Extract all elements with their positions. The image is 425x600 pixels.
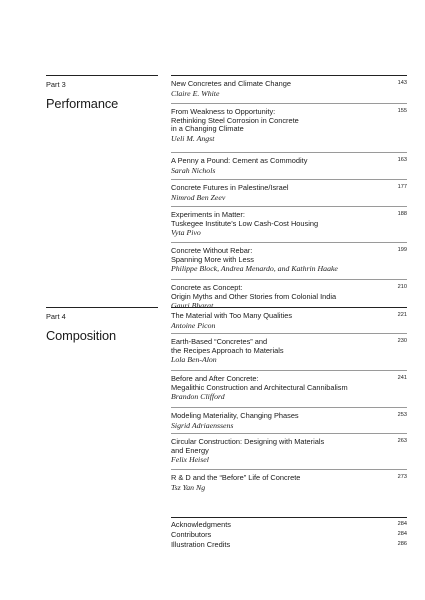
entry-title: R & D and the “Before” Life of Concrete xyxy=(171,473,301,482)
entry-title: Concrete as Concept: Origin Myths and Other Stories from Colonial India xyxy=(171,283,337,301)
entry-title: Modeling Materiality, Changing Phases xyxy=(171,411,299,420)
entry-title: The Material with Too Many Qualities xyxy=(171,311,293,320)
entry-page-number: 210 xyxy=(397,284,407,290)
toc-entry[interactable] xyxy=(171,179,407,206)
entry-page-number: 163 xyxy=(397,157,407,163)
back-matter-page: 284 xyxy=(397,521,407,527)
toc-entry[interactable] xyxy=(171,75,407,103)
entry-author: Claire E. White xyxy=(171,88,220,98)
entry-author: Lola Ben-Alon xyxy=(171,355,217,365)
entry-title: Experiments in Matter: Tuskegee Institute’s Low Cash-Cost Housing xyxy=(171,210,319,228)
back-matter-page: 284 xyxy=(397,531,407,537)
toc-entry[interactable] xyxy=(171,407,407,433)
entry-author: Nimrod Ben Zeev xyxy=(171,192,226,202)
entry-title: Earth-Based “Concretes” and the Recipes Approach to Materials xyxy=(171,337,284,355)
part-3-entries xyxy=(171,75,407,315)
toc-entry[interactable] xyxy=(171,433,407,469)
toc-entry[interactable] xyxy=(171,469,407,496)
back-matter-title: Contributors xyxy=(171,530,212,539)
entry-author: Antoine Picon xyxy=(171,320,216,330)
entry-page-number: 143 xyxy=(397,80,407,86)
entry-author: Sarah Nichols xyxy=(171,165,216,175)
entry-author: Brandon Clifford xyxy=(171,392,225,402)
part-title: Performance xyxy=(46,96,119,111)
entry-author: Philippe Block, Andrea Menardo, and Kathrin Haake xyxy=(171,264,338,274)
entry-author: Vyta Pivo xyxy=(171,228,201,238)
entry-author: Sigrid Adriaenssens xyxy=(171,420,234,430)
entry-title: Before and After Concrete: Megalithic Construction and Architectural Cannibalism xyxy=(171,374,348,392)
entry-title: New Concretes and Climate Change xyxy=(171,79,291,88)
entry-title: Circular Construction: Designing with Materials and Energy xyxy=(171,437,325,455)
entry-author: Felix Heisel xyxy=(171,455,209,465)
back-matter-title: Illustration Credits xyxy=(171,540,231,549)
entry-author: Tsz Yan Ng xyxy=(171,482,206,492)
entry-page-number: 230 xyxy=(397,338,407,344)
toc-entry[interactable] xyxy=(171,152,407,179)
entry-title: Concrete Futures in Palestine/Israel xyxy=(171,183,289,192)
back-matter xyxy=(171,517,407,550)
entry-title: A Penny a Pound: Cement as Commodity xyxy=(171,156,308,165)
entry-page-number: 273 xyxy=(397,474,407,480)
entry-page-number: 188 xyxy=(397,211,407,217)
toc-entry[interactable] xyxy=(171,307,407,333)
part-3-heading xyxy=(46,75,158,111)
part-number: Part 4 xyxy=(46,312,66,321)
entry-title: From Weakness to Opportunity: Rethinking Steel Corrosion in Concrete in a Changing Climate xyxy=(171,107,299,134)
toc-entry[interactable] xyxy=(171,242,407,279)
entry-title: Concrete Without Rebar: Spanning More with Less xyxy=(171,246,254,264)
entry-page-number: 199 xyxy=(397,247,407,253)
entry-page-number: 221 xyxy=(397,312,407,318)
back-matter-item[interactable] xyxy=(171,520,407,530)
part-4-entries xyxy=(171,307,407,496)
part-title: Composition xyxy=(46,328,117,343)
part-4-heading xyxy=(46,307,158,343)
entry-page-number: 177 xyxy=(397,184,407,190)
toc-entry[interactable] xyxy=(171,206,407,242)
toc-entry[interactable] xyxy=(171,103,407,152)
entry-page-number: 263 xyxy=(397,438,407,444)
back-matter-item[interactable] xyxy=(171,540,407,550)
back-matter-item[interactable] xyxy=(171,530,407,540)
part-number: Part 3 xyxy=(46,80,66,89)
back-matter-page: 286 xyxy=(397,541,407,547)
entry-page-number: 155 xyxy=(397,108,407,114)
toc-entry[interactable] xyxy=(171,333,407,370)
toc-entry[interactable] xyxy=(171,370,407,407)
entry-page-number: 241 xyxy=(397,375,407,381)
entry-author: Ueli M. Angst xyxy=(171,133,215,143)
back-matter-title: Acknowledgments xyxy=(171,520,231,529)
entry-page-number: 253 xyxy=(397,412,407,418)
entry-author: Gauri Bharat xyxy=(171,301,214,311)
